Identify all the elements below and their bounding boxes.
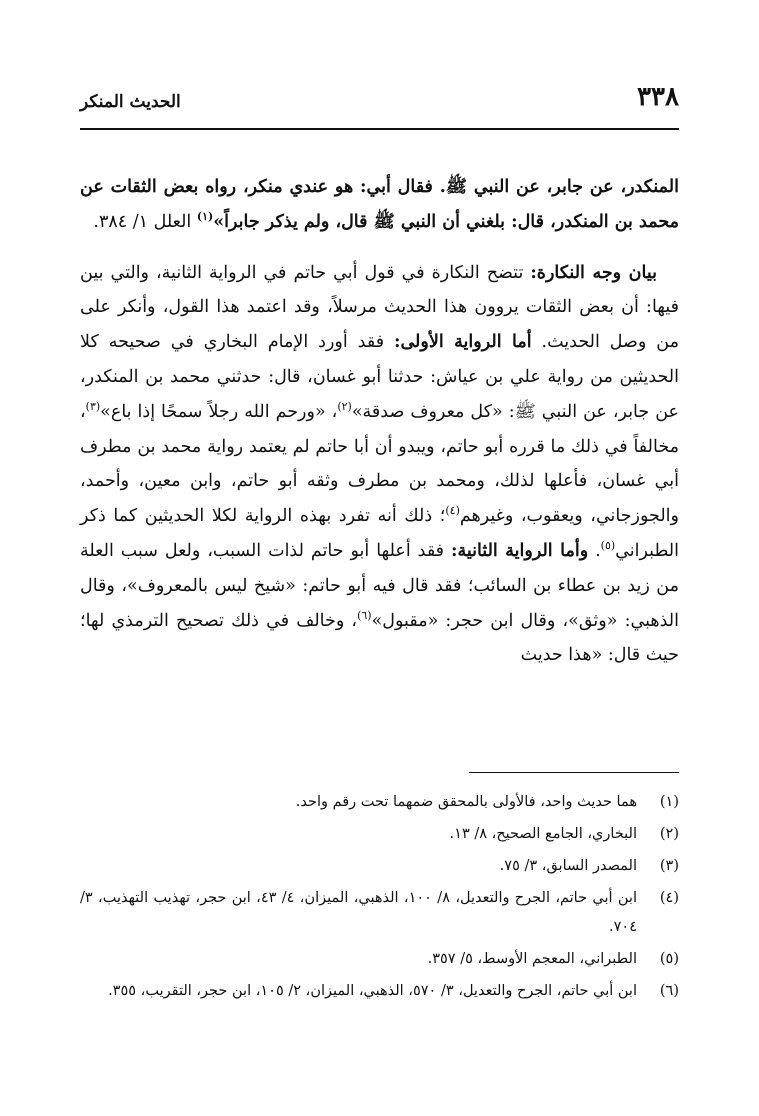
footnote-item [80,852,679,881]
paragraph-1-tail: العلل ١/ ٣٨٤. [93,211,197,232]
header-rule [80,128,679,130]
paragraph-2-text-7: فقد أعلها أبو حاتم لذات السبب، ولعل سبب العلة من زيد بن عطاء بن السائب؛ فقد قال فيه أبو حاتم: «شيخ ليس بالمعروف»، وقال الذهبي: «وثق»، وقال ابن حجر: «مقبول» [80,540,679,631]
page-header [80,82,679,122]
footnote-number: (٦) [659,983,679,999]
footnote-separator [469,772,679,773]
footnote-item [80,820,679,849]
main-text [80,170,679,673]
footnotes [80,788,679,1009]
footnote-item [80,788,679,817]
footnote-text: ابن أبي حاتم، الجرح والتعديل، ٣/ ٥٧٠، الذهبي، الميزان، ٢/ ١٠٥، ابن حجر، التقريب، ٣٥٥. [108,983,637,999]
running-title: الحديث المنكر [80,92,181,112]
footnote-number: (٥) [659,951,679,967]
footnote-ref-2: (٢) [337,399,352,413]
paragraph-2-text-5: ؛ ذلك أنه تفرد بهذه الرواية لكلا الحديثين كما ذكر الطبراني [80,506,679,561]
footnote-text: المصدر السابق، ٣/ ٧٥. [499,858,637,874]
paragraph-2-text-6: . [588,540,601,561]
footnote-ref-1: (١) [196,209,214,223]
paragraph-2-text-8: ، وخالف في ذلك تصحيح الترمذي لها؛ حيث قال: «هذا حديث [80,610,679,666]
paragraph-1 [80,170,679,240]
paragraph-1-text: المنكدر، عن جابر، عن النبي ﷺ. فقال أبي: هو عندي منكر، رواه بعض الثقات عن محمد بن المنكدر، قال: بلغني أن النبي ﷺ قال، ولم يذكر جابراً» [80,177,679,232]
footnote-number: (١) [659,794,679,810]
footnote-number: (٤) [659,890,679,906]
footnote-item [80,977,679,1006]
page-number: ٣٣٨ [637,82,679,112]
footnote-item [80,945,679,974]
paragraph-2-text-3: ، «ورحم الله رجلاً سمحًا إذا باع» [100,401,338,422]
footnote-text: البخاري، الجامع الصحيح، ٨/ ١٣. [449,826,637,842]
second-narration-label: وأما الرواية الثانية: [450,540,589,561]
footnote-item [80,884,679,942]
paragraph-2 [80,256,679,674]
paragraph-2-text-4: ، مخالفاً في ذلك ما قرره أبو حاتم، ويبدو أن أبا حاتم لم يعتمد رواية محمد بن مطرف أبي غسان، فأعلها لذلك، ومحمد بن مطرف وثقه أبو حاتم، وابن معين، وأحمد، والجوزجاني، ويعقوب، وغيرهم [80,401,679,527]
footnote-number: (٣) [659,858,679,874]
section-label: بيان وجه النكارة: [530,262,657,283]
footnote-ref-4: (٤) [445,504,460,518]
footnote-ref-3: (٣) [85,399,101,413]
footnote-text: هما حديث واحد، فالأولى بالمحقق ضمهما تحت رقم واحد. [295,794,637,810]
footnote-text: ابن أبي حاتم، الجرح والتعديل، ٨/ ١٠٠، الذهبي، الميزان، ٤/ ٤٣، ابن حجر، تهذيب التهذيب، ٣/ ٧٠٤. [80,890,638,935]
paragraph-2-text-1: تتضح النكارة في قول أبي حاتم في الرواية الثانية، والتي بين فيها: أن بعض الثقات يروون هذا الحديث مرسلاً، وقد اعتمد هذا القول، وأنكر على من وصل الحديث. [80,262,679,353]
paragraph-2-text-2: فقد أورد الإمام البخاري في صحيحه كلا الحديثين من رواية علي بن عياش: حدثنا أبو غسان، قال: حدثني محمد بن المنكدر، عن جابر، عن النبي ﷺ: «كل معروف صدقة» [80,332,679,422]
first-narration-label: أما الرواية الأولى: [394,332,532,353]
footnote-number: (٢) [659,826,679,842]
footnote-ref-6: (٦) [357,608,372,622]
footnote-ref-5: (٥) [600,539,616,553]
footnote-text: الطبراني، المعجم الأوسط، ٥/ ٣٥٧. [427,951,637,967]
